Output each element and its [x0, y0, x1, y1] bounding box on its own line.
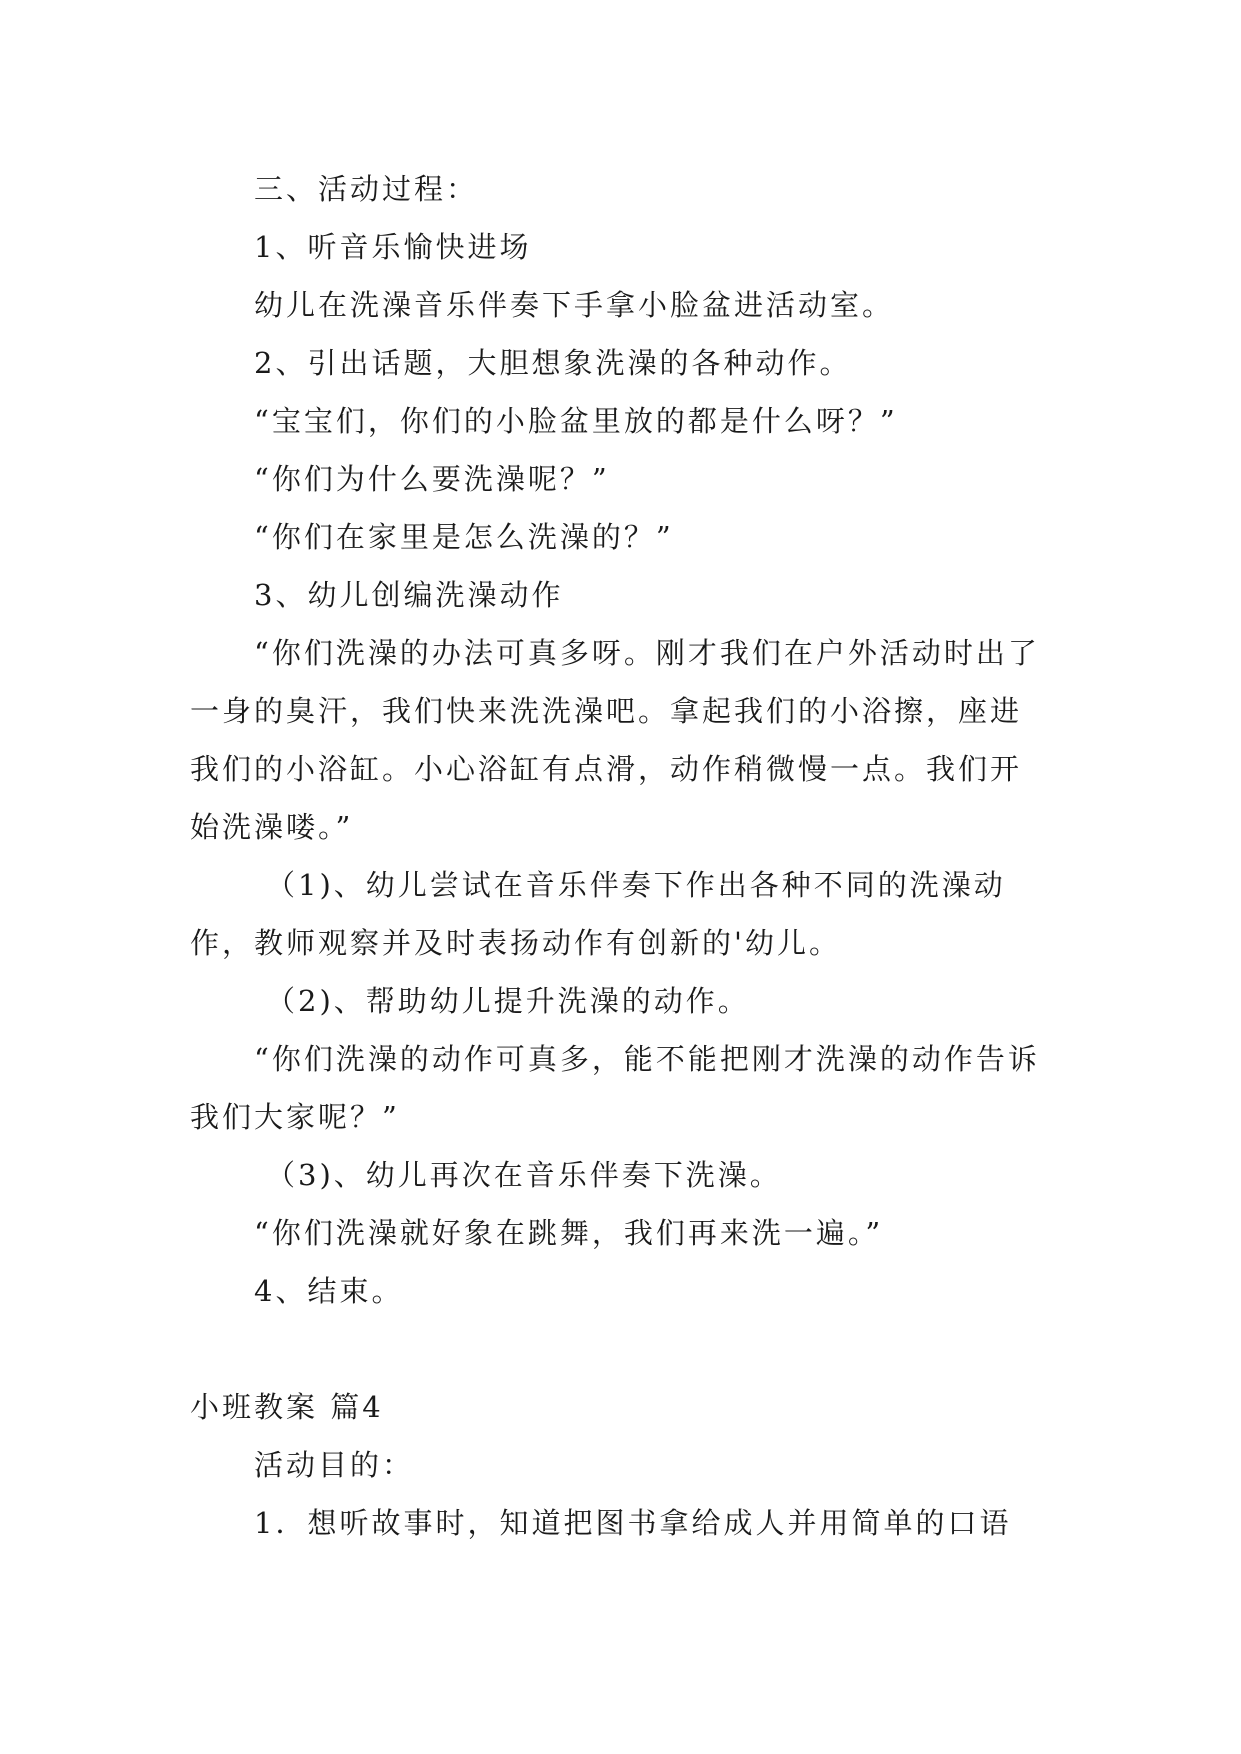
step-2-heading: 2、引出话题，大胆想象洗澡的各种动作。 [254, 346, 852, 380]
substep-paragraph: （2)、帮助幼儿提升洗澡的动作。 [266, 984, 750, 1018]
step-4-heading: 4、结束。 [254, 1274, 404, 1308]
document-body [190, 160, 1050, 1552]
section-spacer [190, 1320, 1050, 1378]
substep-paragraph: （1)、幼儿尝试在音乐伴奏下作出各种不同的洗澡动作，教师观察并及时表扬动作有创新的'幼儿。 [190, 868, 1006, 960]
section-paragraph: 1．想听故事时，知道把图书拿给成人并用简单的口语 [254, 1506, 1012, 1540]
step-1-heading: 1、听音乐愉快进场 [254, 230, 532, 264]
quote-paragraph: “宝宝们，你们的小脸盆里放的都是什么呀？” [254, 404, 898, 438]
paragraph: 幼儿在洗澡音乐伴奏下手拿小脸盆进活动室。 [254, 288, 895, 322]
substep-paragraph: （3)、幼儿再次在音乐伴奏下洗澡。 [266, 1158, 782, 1192]
quote-paragraph: “你们在家里是怎么洗澡的？” [254, 520, 674, 554]
section-title: 小班教案 篇4 [190, 1390, 384, 1424]
quote-paragraph: “你们洗澡就好象在跳舞，我们再来洗一遍。” [254, 1216, 884, 1250]
step-3-heading: 3、幼儿创编洗澡动作 [254, 578, 564, 612]
section-paragraph: 活动目的： [254, 1448, 415, 1482]
quote-paragraph: “你们为什么要洗澡呢？” [254, 462, 610, 496]
heading-activity-process: 三、活动过程： [254, 172, 479, 206]
quote-paragraph: “你们洗澡的办法可真多呀。刚才我们在户外活动时出了一身的臭汗，我们快来洗洗澡吧。拿起我们的小浴擦，座进我们的小浴缸。小心浴缸有点滑，动作稍微慢一点。我们开始洗澡喽。” [190, 636, 1040, 844]
quote-paragraph: “你们洗澡的动作可真多，能不能把刚才洗澡的动作告诉我们大家呢？” [190, 1042, 1040, 1134]
